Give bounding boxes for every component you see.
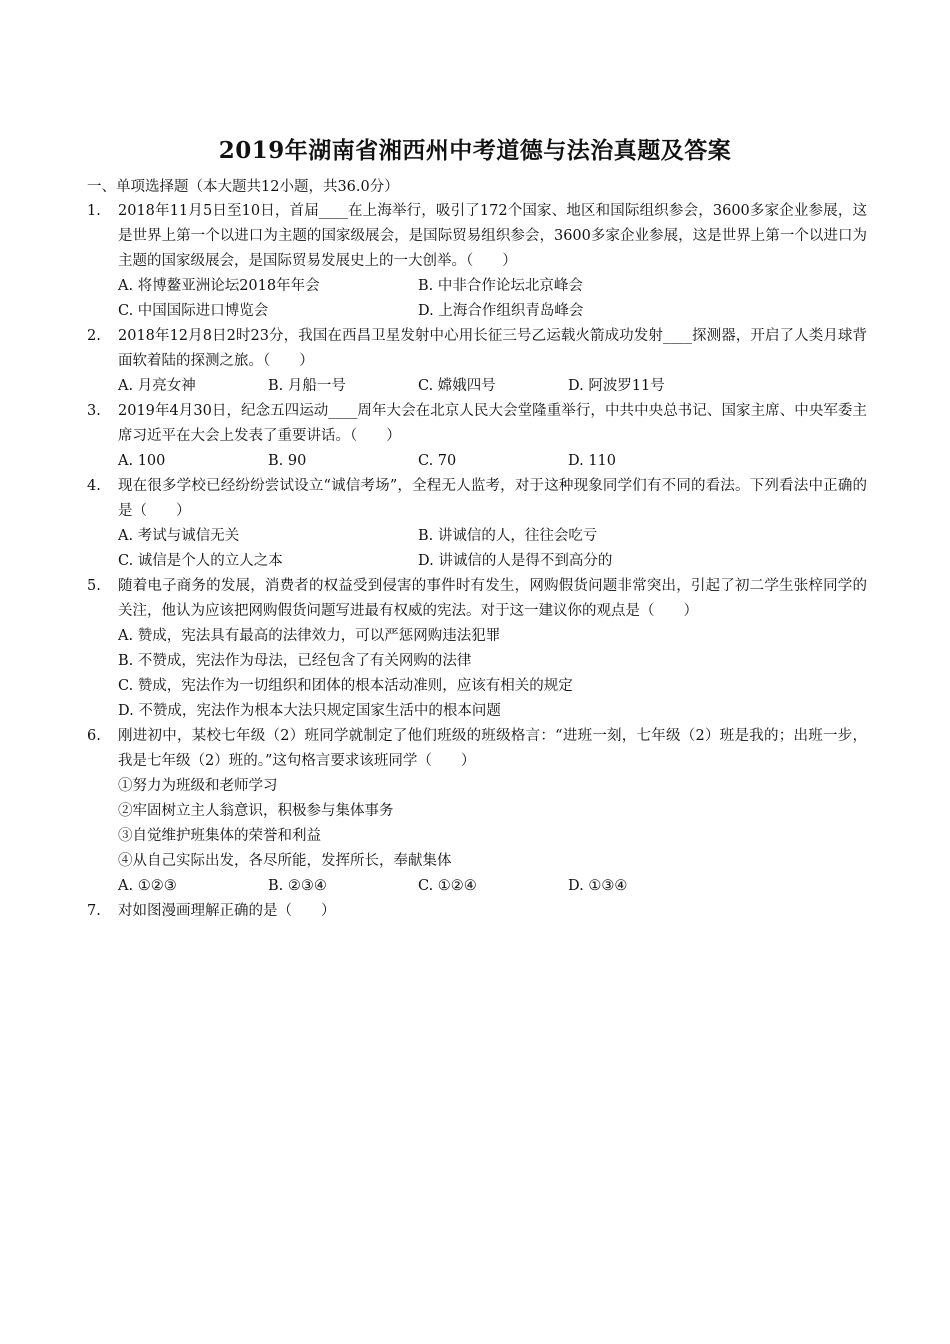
option-d: D. 110 xyxy=(568,453,617,469)
section-heading: 一、单项选择题（本大题共12小题，共36.0分） xyxy=(87,179,399,195)
document-title: 2019年湖南省湘西州中考道德与法治真题及答案 xyxy=(218,137,732,164)
question-number: 7. xyxy=(87,903,101,919)
option-d: D. 上海合作组织青岛峰会 xyxy=(418,303,584,319)
option-a: A. 月亮女神 xyxy=(118,378,196,394)
option-b: B. 不赞成，宪法作为母法，已经包含了有关网购的法律 xyxy=(118,653,472,669)
statement-1: ①努力为班级和老师学习 xyxy=(118,778,278,794)
option-list xyxy=(118,874,867,899)
option-b: B. 中非合作论坛北京峰会 xyxy=(418,278,583,294)
option-list xyxy=(118,374,867,399)
option-d: D. 讲诚信的人是得不到高分的 xyxy=(418,553,613,569)
option-b: B. ②③④ xyxy=(268,878,327,894)
question-1 xyxy=(87,199,867,324)
option-c: C. 赞成，宪法作为一切组织和团体的根本活动准则，应该有相关的规定 xyxy=(118,678,573,694)
question-number: 5. xyxy=(87,578,101,594)
question-7 xyxy=(87,899,867,924)
option-c: C. ①②④ xyxy=(418,878,477,894)
question-text: 现在很多学校已经纷纷尝试设立“诚信考场”，全程无人监考，对于这种现象同学们有不同的看法。下列看法中正确的是（ ） xyxy=(118,478,867,519)
question-text: 2019年4月30日，纪念五四运动____周年大会在北京人民大会堂隆重举行，中共中央总书记、国家主席、中央军委主席习近平在大会上发表了重要讲话。（ ） xyxy=(118,403,867,444)
option-b: B. 月船一号 xyxy=(268,378,346,394)
question-text: 刚进初中，某校七年级（2）班同学就制定了他们班级的班级格言：“进班一刻，七年级（2）班是我的；出班一步，我是七年级（2）班的。”这句格言要求该班同学（ ） xyxy=(118,728,867,769)
question-list xyxy=(87,199,867,924)
question-text: 对如图漫画理解正确的是（ ） xyxy=(118,903,336,919)
option-list xyxy=(118,624,867,724)
option-a: A. 考试与诚信无关 xyxy=(118,528,240,544)
option-c: C. 中国国际进口博览会 xyxy=(118,303,269,319)
option-a: A. 100 xyxy=(118,453,166,469)
option-c: C. 诚信是个人的立人之本 xyxy=(118,553,283,569)
option-c: C. 70 xyxy=(418,453,457,469)
option-d: D. 阿波罗11号 xyxy=(568,378,665,394)
question-4 xyxy=(87,474,867,574)
question-2 xyxy=(87,324,867,399)
question-5 xyxy=(87,574,867,724)
option-b: B. 90 xyxy=(268,453,307,469)
statement-3: ③自觉维护班集体的荣誉和利益 xyxy=(118,828,321,844)
option-list xyxy=(118,449,867,474)
option-d: D. 不赞成，宪法作为根本大法只规定国家生活中的根本问题 xyxy=(118,703,501,719)
statement-2: ②牢固树立主人翁意识，积极参与集体事务 xyxy=(118,803,394,819)
question-number: 1. xyxy=(87,203,101,219)
option-a: A. 赞成，宪法具有最高的法律效力，可以严惩网购违法犯罪 xyxy=(118,628,501,644)
option-list xyxy=(118,274,867,324)
question-3 xyxy=(87,399,867,474)
statement-4: ④从自己实际出发，各尽所能，发挥所长，奉献集体 xyxy=(118,853,452,869)
question-text: 随着电子商务的发展，消费者的权益受到侵害的事件时有发生，网购假货问题非常突出，引起了初二学生张梓同学的关注，他认为应该把网购假货问题写进最有权威的宪法。对于这一建议你的观点是（ ） xyxy=(118,578,867,619)
question-number: 2. xyxy=(87,328,101,344)
question-6 xyxy=(87,724,867,899)
option-a: A. 将博鳌亚洲论坛2018年年会 xyxy=(118,278,320,294)
option-b: B. 讲诚信的人，往往会吃亏 xyxy=(418,528,598,544)
option-d: D. ①③④ xyxy=(568,878,628,894)
option-list xyxy=(118,524,867,574)
question-number: 4. xyxy=(87,478,101,494)
question-text: 2018年11月5日至10日，首届____在上海举行，吸引了172个国家、地区和国际组织参会，3600多家企业参展，这是世界上第一个以进口为主题的国家级展会，是国际贸易组织参会，3600多家企业参展，这是世界上第一个以进口为主题的国家级展会，是国际贸易发展史上的一大创举。（ ） xyxy=(118,203,867,269)
question-text: 2018年12月8日2时23分，我国在西昌卫星发射中心用长征三号乙运载火箭成功发射____探测器，开启了人类月球背面软着陆的探测之旅。（ ） xyxy=(118,328,867,369)
question-number: 3. xyxy=(87,403,101,419)
option-a: A. ①②③ xyxy=(118,878,177,894)
question-number: 6. xyxy=(87,728,101,744)
option-c: C. 嫦娥四号 xyxy=(418,378,496,394)
